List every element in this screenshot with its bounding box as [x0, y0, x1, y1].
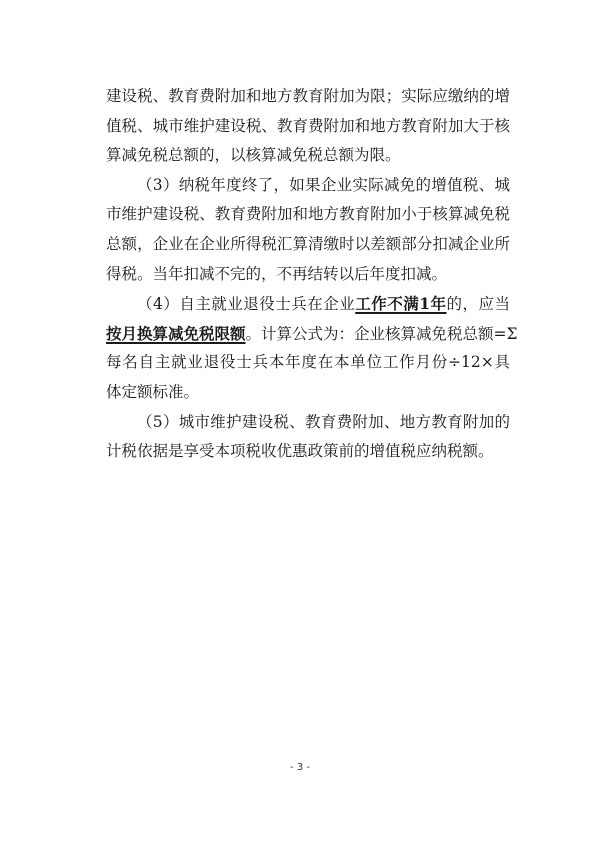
text-line: 总额，企业在企业所得税汇算清缴时以差额部分扣减企业所: [106, 234, 510, 253]
text-run: 。计算公式为：企业核算减免税总额=Σ: [245, 324, 518, 343]
text-line: 算减免税总额的，以核算减免税总额为限。: [106, 146, 401, 165]
paragraph-item-4: [106, 289, 518, 407]
text-line: 计税依据是享受本项税收优惠政策前的增值税应纳税额。: [106, 442, 494, 461]
text-line: 体定额标准。: [106, 382, 200, 401]
paragraph-item-5: [106, 408, 510, 467]
text-line: 建设税、教育费附加和地方教育附加为限；实际应缴纳的增: [106, 87, 510, 105]
text-run: 的，应当: [446, 295, 510, 314]
text-line: （5）城市维护建设税、教育费附加、地方教育附加的: [137, 412, 510, 431]
text-line: 值税、城市维护建设税、教育费附加和地方教育附加大于核: [106, 116, 510, 135]
text-line: [106, 289, 510, 319]
text-line: 得税。当年扣减不完的，不再结转以后年度扣减。: [106, 264, 448, 283]
text-line: 每名自主就业退役士兵本年度在本单位工作月份÷12×具: [106, 353, 510, 372]
text-line: （3）纳税年度终了，如果企业实际减免的增值税、城: [137, 175, 510, 194]
text-run: （4）自主就业退役士兵在企业: [137, 295, 356, 314]
document-body: [106, 82, 518, 467]
page-number: - 3 -: [290, 762, 310, 773]
paragraph-continuation: [106, 82, 510, 171]
emphasis-monthly-conversion: 按月换算减免税限额: [106, 323, 246, 343]
text-line: [106, 319, 518, 349]
paragraph-item-3: [106, 171, 510, 289]
text-line: 市维护建设税、教育费附加和地方教育附加小于核算减免税: [106, 205, 510, 224]
emphasis-work-less-than-one-year: 工作不满1年: [355, 294, 447, 314]
